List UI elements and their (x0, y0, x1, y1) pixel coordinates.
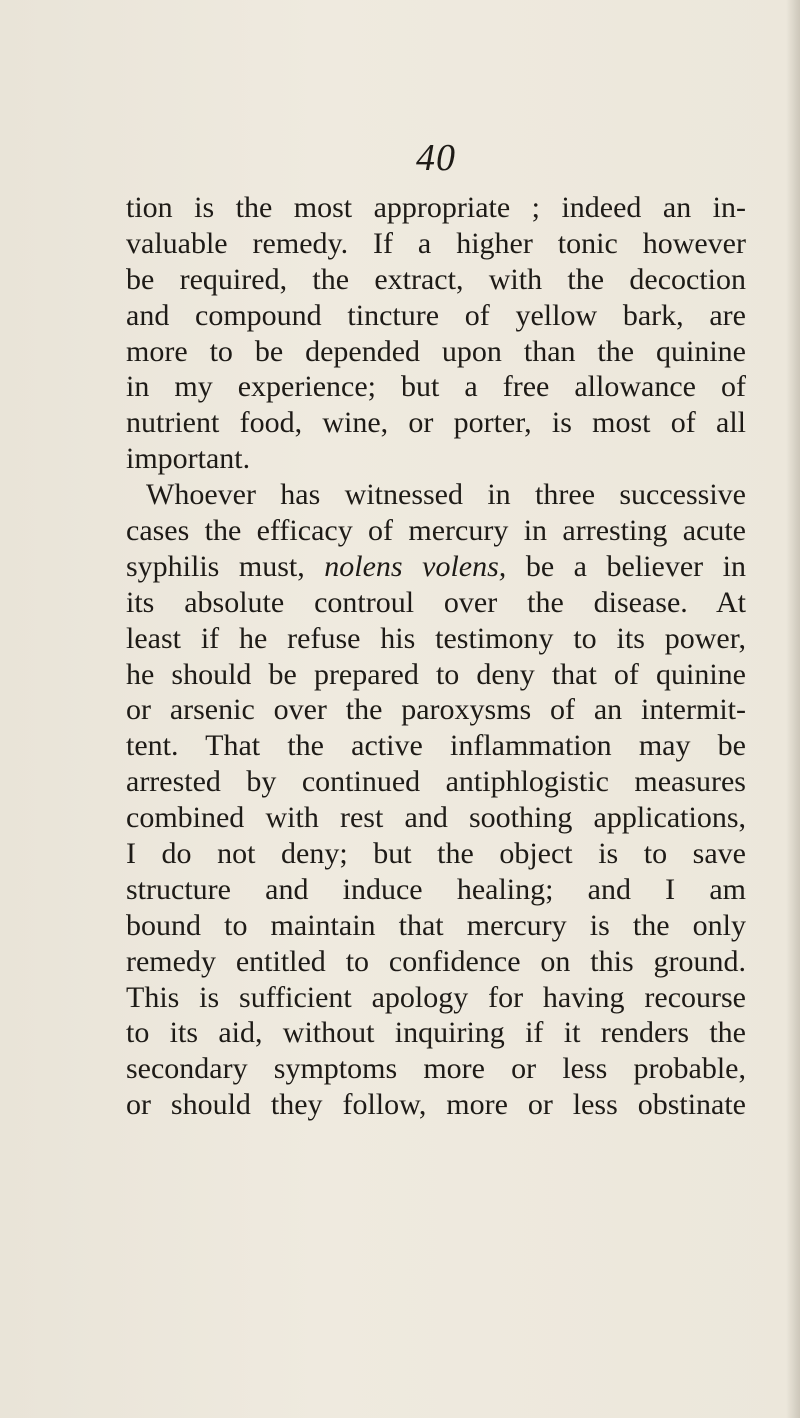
text-line: structure and induce healing; and I am (126, 872, 746, 906)
text-segment: be a believer in (506, 549, 747, 583)
text-line: valuable remedy. If a higher tonic however (126, 226, 746, 260)
text-line (126, 549, 746, 585)
text-line: and compound tincture of yellow bark, are (126, 298, 746, 332)
text-line: tion is the most appropriate ; indeed an in- (126, 191, 746, 224)
text-line: important. (126, 442, 251, 476)
text-line: to its aid, without inquiring if it renders the (126, 1016, 746, 1050)
text-line: I do not deny; but the object is to save (126, 837, 746, 871)
text-line: Whoever has witnessed in three successive (146, 478, 746, 512)
text-line: or should they follow, more or less obstinate (126, 1088, 746, 1122)
text-line: he should be prepared to deny that of quinine (126, 657, 746, 691)
text-line: tent. That the active inflammation may be (126, 729, 746, 763)
text-line: combined with rest and soothing applications, (126, 801, 746, 835)
text-line: cases the efficacy of mercury in arresting acute (126, 514, 746, 548)
text-line: more to be depended upon than the quinine (126, 334, 746, 368)
body-text (126, 190, 746, 1123)
text-line: arrested by continued antiphlogistic measures (126, 765, 746, 799)
page-number: 40 (416, 137, 456, 179)
text-line: bound to maintain that mercury is the only (126, 908, 746, 942)
text-line: nutrient food, wine, or porter, is most of all (126, 406, 746, 440)
text-line: in my experience; but a free allowance of (126, 370, 746, 404)
text-segment: syphilis must, (126, 549, 325, 583)
text-line: secondary symptoms more or less probable, (126, 1052, 746, 1086)
page-edge-shadow (786, 0, 800, 1418)
text-line: or arsenic over the paroxysms of an intermit- (126, 693, 746, 727)
text-line: least if he refuse his testimony to its power, (126, 621, 746, 655)
text-line: be required, the extract, with the decoction (126, 262, 746, 296)
text-line: remedy entitled to confidence on this ground. (126, 944, 746, 978)
text-line: This is sufficient apology for having recourse (126, 980, 746, 1014)
italic-phrase: nolens volens, (324, 549, 507, 583)
text-line: its absolute controul over the disease. At (126, 585, 746, 619)
